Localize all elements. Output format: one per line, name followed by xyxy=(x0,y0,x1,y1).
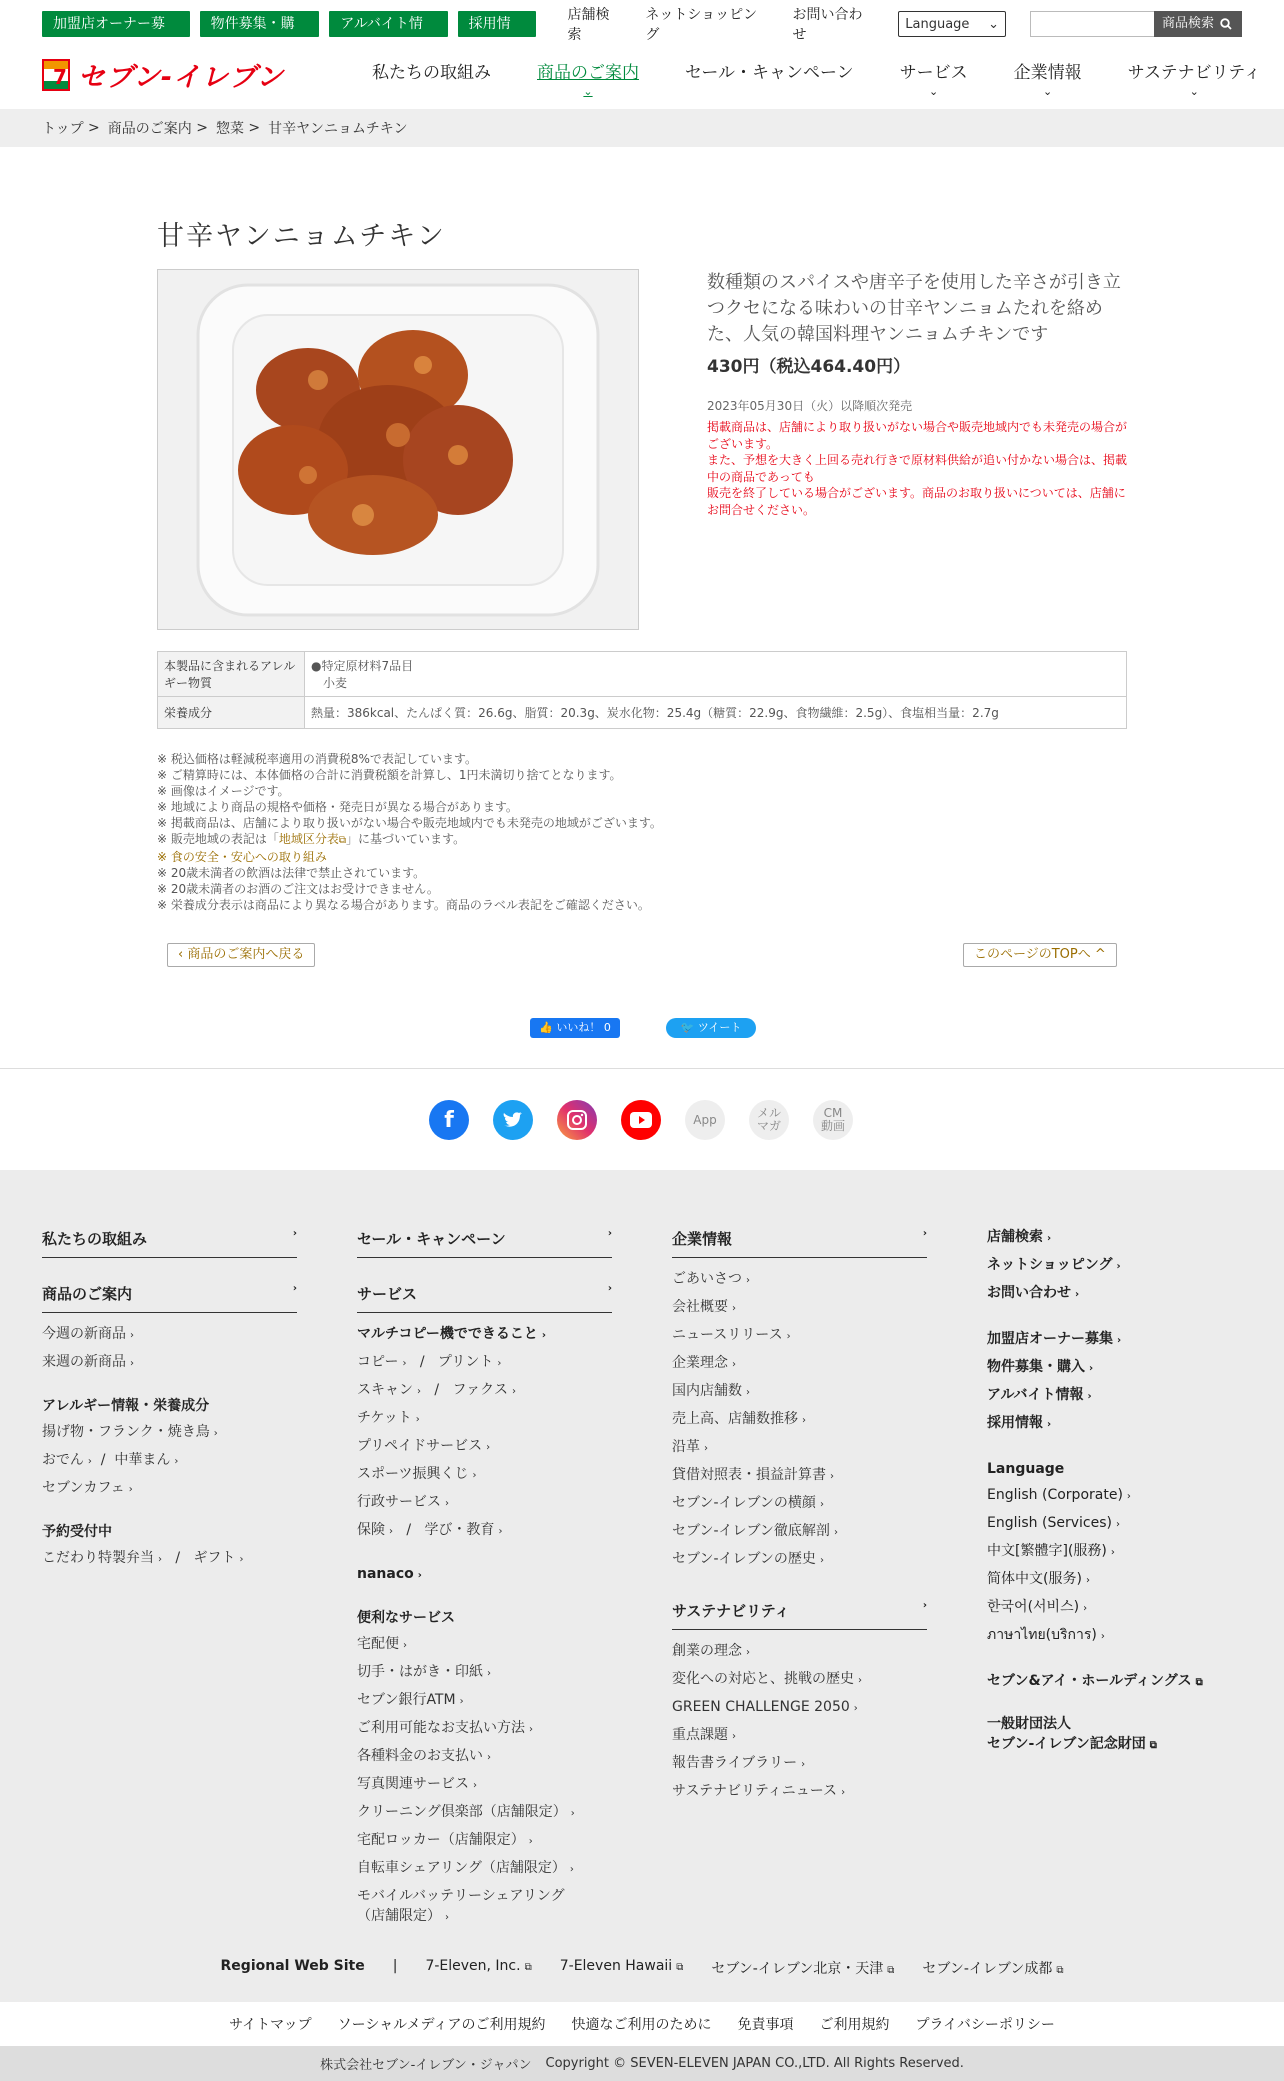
link-label: 行政サービス xyxy=(357,1494,441,1510)
footer-link[interactable]: ごあいさつ › xyxy=(672,1271,750,1287)
footnote: ※ 地域により商品の規格や価格・発売日が異なる場合があります。 xyxy=(157,800,518,814)
like-label: いいね！ 0 xyxy=(556,1021,611,1034)
footer-campaigns-link[interactable]: セール・キャンペーン › xyxy=(357,1228,612,1258)
footer-link-pair: 保険 › / 学び・教育 › xyxy=(357,1522,503,1538)
company-name: 株式会社セブン-イレブン・ジャパン xyxy=(320,2058,532,2073)
link-label: （店舗限定） xyxy=(357,1908,441,1924)
allergy-value xyxy=(305,652,1127,697)
nav-label: セール・キャンペーン xyxy=(685,63,854,83)
allergy-item: 小麦 xyxy=(323,676,348,690)
site-links-bar xyxy=(0,2002,1284,2046)
parttime-button[interactable]: アルバイト情報 xyxy=(329,11,447,37)
nav-campaigns[interactable] xyxy=(685,58,854,97)
link-label: ギフト xyxy=(193,1550,236,1566)
footer-link[interactable]: プリント › xyxy=(437,1354,502,1370)
social-terms-link[interactable]: ソーシャルメディアのご利用規約 xyxy=(337,2017,546,2033)
footer-subheading[interactable]: 予約受付中 xyxy=(42,1524,112,1540)
link-label: 中文[繁體字](服務) xyxy=(987,1543,1107,1559)
search-input[interactable] xyxy=(1030,11,1154,37)
link-label: プリント xyxy=(437,1354,494,1370)
regional-link[interactable] xyxy=(560,1958,684,1978)
footer-link[interactable]: 揚げ物・フランク・焼き鳥 › xyxy=(42,1424,218,1440)
link-label: ごあいさつ xyxy=(672,1271,742,1287)
footer-link[interactable]: English (Corporate) › xyxy=(987,1487,1131,1503)
notice-line: 販売を終了している場合がございます。商品のお取り扱いについては、店舗にお問合せください。 xyxy=(707,486,1126,517)
link-label: 7-Eleven Hawaii xyxy=(559,1958,673,1974)
footer-link[interactable]: 採用情報 › xyxy=(987,1415,1052,1431)
footer-title: サステナビリティ xyxy=(672,1602,790,1620)
link-label: アルバイト情報 xyxy=(987,1387,1084,1403)
link-label: GREEN CHALLENGE 2050 xyxy=(672,1699,850,1715)
footer-list xyxy=(357,1321,612,1928)
mail-label: マガ xyxy=(756,1119,781,1133)
link-label: 採用情報 xyxy=(987,1415,1043,1431)
footer-link[interactable]: 創業の理念 › xyxy=(672,1643,750,1659)
link-label: セブン-イレブンの歴史 xyxy=(672,1551,816,1567)
footer-link[interactable]: モバイルバッテリーシェアリング （店舗限定） › xyxy=(357,1888,565,1924)
footer-nanaco-link[interactable]: nanaco › xyxy=(357,1566,422,1582)
link-label: 自転車シェアリング（店舗限定） xyxy=(357,1860,566,1876)
allergy-label: 本製品に含まれるアレルギー物質 xyxy=(158,652,305,697)
link-label: マルチコピー機でできること xyxy=(357,1326,538,1342)
link-label: ファクス xyxy=(452,1382,509,1398)
link-label: セブンカフェ xyxy=(42,1480,125,1496)
footer-link[interactable]: セブン-イレブンの歴史 › xyxy=(672,1551,824,1567)
link-label: 変化への対応と、挑戦の歴史 xyxy=(672,1671,854,1687)
footer-link-pair: スキャン › / ファクス › xyxy=(357,1382,517,1398)
footer-link[interactable]: 切手・はがき・印紙 › xyxy=(357,1664,491,1680)
table-row xyxy=(158,697,1127,729)
footnote-text: 」に基づいています。 xyxy=(346,832,466,846)
footer-title: 私たちの取組み xyxy=(42,1230,148,1248)
link-label: ภาษาไทย(บริการ) xyxy=(987,1627,1097,1643)
product-price: 430円（税込464.40円） xyxy=(707,357,911,377)
footnote: ※ 20歳未満者のお酒のご注文はお受けできません。 xyxy=(157,882,439,896)
breadcrumb-separator: > xyxy=(243,120,261,136)
product-search xyxy=(1030,11,1242,37)
link-label: 揚げ物・フランク・焼き鳥 xyxy=(42,1424,210,1440)
disclaimer-link[interactable]: 免責事項 xyxy=(737,2017,794,2033)
footer-link[interactable]: 自転車シェアリング（店舗限定） › xyxy=(357,1860,574,1876)
product-info-table xyxy=(157,651,1127,729)
regional-sites xyxy=(0,1958,1284,1978)
footer-link[interactable]: 行政サービス › xyxy=(357,1494,449,1510)
footer-link[interactable]: 沿革 › xyxy=(672,1439,708,1455)
nav-label: 私たちの取組み xyxy=(372,63,491,83)
footer xyxy=(0,1170,1284,2002)
link-label: ネットショッピング xyxy=(987,1257,1113,1273)
footer-col-1 xyxy=(42,1228,297,1573)
link-label: 切手・はがき・印紙 xyxy=(357,1664,483,1680)
seven-eleven-logo[interactable] xyxy=(42,55,284,94)
footer-subheading[interactable]: マルチコピー機でできること › xyxy=(357,1326,547,1342)
footer-initiatives-link[interactable] xyxy=(42,1228,297,1258)
link-label: サステナビリティニュース xyxy=(672,1783,838,1799)
footer-list xyxy=(672,1266,927,1574)
global-nav xyxy=(372,58,1261,97)
allergy-heading: ●特定原材料7品目 xyxy=(311,659,414,673)
language-label: Language xyxy=(905,16,970,32)
copyright-text: Copyright © SEVEN-ELEVEN JAPAN CO.,LTD. All Rights Reserved. xyxy=(545,2056,964,2071)
external-link-icon: ⧉ xyxy=(676,1962,684,1973)
external-link-icon: ⧉ xyxy=(1195,1677,1203,1688)
footer-services-link[interactable]: サービス › xyxy=(357,1283,612,1313)
footer-link[interactable]: 変化への対応と、挑戦の歴史 › xyxy=(672,1671,862,1687)
link-label: 国内店舗数 xyxy=(672,1383,742,1399)
breadcrumb-products[interactable]: 商品のご案内 xyxy=(107,121,192,137)
footer-link[interactable]: 保険 › xyxy=(357,1522,393,1538)
footer-sustainability-link[interactable]: サステナビリティ › xyxy=(672,1600,927,1630)
property-button[interactable]: 物件募集・購入 xyxy=(200,11,320,37)
link-label: 会社概要 xyxy=(672,1299,728,1315)
footer-link[interactable]: 写真関連サービス › xyxy=(357,1776,477,1792)
nav-label: サステナビリティ xyxy=(1127,63,1261,83)
tweet-button[interactable] xyxy=(666,1018,756,1038)
link-label: セブン-イレブンの横顔 xyxy=(672,1495,816,1511)
footer-title: セール・キャンペーン xyxy=(357,1230,506,1248)
footer-link[interactable]: 学び・教育 › xyxy=(424,1522,503,1538)
footer-link[interactable]: 国内店舗数 › xyxy=(672,1383,750,1399)
footer-link[interactable]: 会社概要 › xyxy=(672,1299,736,1315)
notice-line: 掲載商品は、店舗により取り扱いがない場合や販売地域内でも未発売の場合がございます。 xyxy=(707,420,1128,451)
facebook-like-button[interactable] xyxy=(530,1018,620,1038)
footer-link[interactable]: GREEN CHALLENGE 2050 › xyxy=(672,1699,858,1715)
regional-link[interactable] xyxy=(711,1958,894,1978)
footer-link[interactable]: コピー › xyxy=(357,1354,407,1370)
chevron-left-icon: ‹ xyxy=(178,947,188,962)
footer-link[interactable]: スポーツ振興くじ › xyxy=(357,1466,477,1482)
link-label: 宅配便 xyxy=(357,1636,399,1652)
app-icon[interactable]: App xyxy=(685,1100,725,1140)
footnote: ※ 税込価格は軽減税率適用の消費税8%で表記しています。 xyxy=(157,752,477,766)
external-window-icon: ⧉ xyxy=(338,835,347,846)
link-label: 今週の新商品 xyxy=(42,1326,126,1342)
footer-title: 企業情報 xyxy=(672,1230,733,1248)
footer-link[interactable]: 報告書ライブラリー › xyxy=(672,1755,806,1771)
external-link-icon: ⧉ xyxy=(1149,1740,1157,1751)
chevron-right-icon: › xyxy=(292,1283,297,1294)
link-label: セブン-イレブン徹底解剖 xyxy=(672,1523,830,1539)
footer-link[interactable]: 加盟店オーナー募集 › xyxy=(987,1331,1122,1347)
nutrition-value: 熱量：386kcal、たんぱく質：26.6g、脂質：20.3g、炭水化物：25.4g（糖質：22.9g、食物繊維：2.5g）、食塩相当量：2.7g xyxy=(305,697,1127,729)
footer-link[interactable]: ファクス › xyxy=(452,1382,517,1398)
footer-subheading[interactable]: 便利なサービス xyxy=(357,1610,455,1626)
link-label: チケット xyxy=(357,1410,412,1426)
footer-link-pair xyxy=(42,1447,297,1475)
chevron-down-icon: ⌄ xyxy=(988,16,1000,32)
footer-col-2 xyxy=(357,1228,612,1928)
footer-link[interactable]: チケット › xyxy=(357,1410,420,1426)
footnote-text: ※ 販売地域の表記は「 xyxy=(157,832,279,846)
link-label: スキャン xyxy=(357,1382,413,1398)
footer-link[interactable]: 物件募集・購入 › xyxy=(987,1359,1094,1375)
footer-link[interactable]: 重点課題 › xyxy=(672,1727,736,1743)
nav-products[interactable] xyxy=(537,58,639,97)
footnote: ※ 20歳未満者の飲酒は法律で禁止されています。 xyxy=(157,866,426,880)
search-icon xyxy=(1220,18,1232,30)
search-button-label: 商品検索 xyxy=(1162,16,1215,31)
footer-link[interactable]: おでん › xyxy=(42,1452,92,1468)
usage-guide-link[interactable]: 快適なご利用のために xyxy=(571,2017,712,2033)
footer-link[interactable]: 売上高、店舗数推移 › xyxy=(672,1411,806,1427)
link-label: 創業の理念 xyxy=(672,1643,742,1659)
facebook-icon[interactable]: f xyxy=(429,1100,469,1140)
link-label: 貸借対照表・損益計算書 xyxy=(672,1467,826,1483)
nav-sustainability[interactable] xyxy=(1128,58,1261,97)
nav-corporate[interactable] xyxy=(1014,58,1082,97)
link-label: コピー xyxy=(357,1354,399,1370)
link-label: 宅配ロッカー（店舗限定） xyxy=(357,1832,525,1848)
link-label: 写真関連サービス xyxy=(357,1776,469,1792)
link-label: 学び・教育 xyxy=(424,1522,495,1538)
contact-link[interactable]: お問い合わせ xyxy=(792,7,863,43)
nav-label: 企業情報 xyxy=(1013,63,1082,83)
external-link-icon: ⧉ xyxy=(887,1965,895,1976)
external-link-icon: ⧉ xyxy=(524,1962,532,1973)
footnote: ※ ご精算時には、本体価格の合計に消費税額を計算し、1円未満切り捨てとなります。 xyxy=(157,768,622,782)
language-heading: Language xyxy=(987,1461,1065,1477)
footer-title: 商品のご案内 xyxy=(42,1285,133,1303)
footer-col-4 xyxy=(987,1224,1203,1756)
link-label: クリーニング倶楽部（店舗限定） xyxy=(357,1804,567,1820)
chevron-down-icon: ⌄ xyxy=(929,85,939,98)
link-label: プリペイドサービス xyxy=(357,1438,483,1454)
footer-link[interactable]: 한국어(서비스) › xyxy=(987,1599,1088,1615)
page-top-button[interactable] xyxy=(963,943,1117,967)
link-label: 加盟店オーナー募集 xyxy=(987,1331,1113,1347)
top-label: このページのTOPへ xyxy=(974,947,1091,962)
footnote: ※ 栄養成分表示は商品により異なる場合があります。商品のラベル表記をご確認ください。 xyxy=(157,898,650,912)
footer-link[interactable]: 貸借対照表・損益計算書 › xyxy=(672,1467,834,1483)
link-label: 報告書ライブラリー xyxy=(672,1755,798,1771)
back-to-products-button[interactable] xyxy=(167,943,315,967)
link-label: English (Corporate) xyxy=(987,1487,1123,1503)
footer-link[interactable]: English (Services) › xyxy=(987,1515,1120,1531)
release-date: 2023年05月30日（火）以降順次発売 xyxy=(707,399,913,413)
link-label: お問い合わせ xyxy=(987,1285,1071,1301)
footer-link[interactable]: 宅配ロッカー（店舗限定） › xyxy=(357,1832,533,1848)
foundation-link[interactable] xyxy=(987,1714,1203,1756)
link-label: 保険 xyxy=(357,1522,385,1538)
slash-divider: / xyxy=(175,1550,181,1566)
table-row xyxy=(158,652,1127,697)
footer-link-pair: コピー › / プリント › xyxy=(357,1354,502,1370)
thumbs-up-icon: 👍 xyxy=(539,1021,557,1034)
link-label: 7-Eleven, Inc. xyxy=(425,1958,521,1974)
link-label: ニュースリリース xyxy=(672,1327,783,1343)
footer-link[interactable]: 今週の新商品 › xyxy=(42,1326,134,1342)
link-label: こだわり特製弁当 xyxy=(42,1550,154,1566)
cm-label: CM xyxy=(823,1106,843,1120)
logo-text: セブン-イレブン xyxy=(78,62,285,93)
footer-link[interactable]: 企業理念 › xyxy=(672,1355,736,1371)
link-label: スポーツ振興くじ xyxy=(357,1466,469,1482)
footer-link[interactable]: セブン銀行ATM › xyxy=(357,1692,464,1708)
link-label: 沿革 xyxy=(672,1439,700,1455)
breadcrumb-top[interactable]: トップ xyxy=(42,121,84,137)
product-image xyxy=(157,269,639,630)
footer-link[interactable]: ภาษาไทย(บริการ) › xyxy=(987,1627,1105,1643)
footnote: ※ 画像はイメージです。 xyxy=(157,784,290,798)
link-label: nanaco xyxy=(357,1566,414,1582)
footer-list xyxy=(672,1638,927,1806)
link-label: 物件募集・購入 xyxy=(987,1359,1085,1375)
breadcrumb-current: 甘辛ヤンニョムチキン xyxy=(268,121,408,137)
link-label: 店舗検索 xyxy=(987,1229,1043,1245)
link-label: 来週の新商品 xyxy=(42,1354,126,1370)
nutrition-label: 栄養成分 xyxy=(158,697,305,729)
chevron-down-icon: ⌄ xyxy=(583,85,593,98)
footnote: ※ 掲載商品は、店舗により取り扱いがない場合や販売地域内でも未発売の地域がございます。 xyxy=(157,816,662,830)
divider-bar: | xyxy=(392,1958,398,1974)
footer-link[interactable]: セブン-イレブンの横顔 › xyxy=(672,1495,824,1511)
recruit-button[interactable]: 採用情報 xyxy=(458,11,536,37)
region-table-link[interactable]: 地域区分表 xyxy=(278,832,339,846)
footer-link[interactable]: 来週の新商品 › xyxy=(42,1354,134,1370)
footer-corporate-link[interactable]: 企業情報 › xyxy=(672,1228,927,1258)
nav-services[interactable] xyxy=(900,58,968,97)
breadcrumb-deli[interactable]: 惣菜 xyxy=(215,121,244,137)
footer-link[interactable]: ネットショッピング › xyxy=(987,1257,1121,1273)
link-label: 各種料金のお支払い xyxy=(357,1748,483,1764)
nav-label: 商品のご案内 xyxy=(537,63,639,83)
footer-link[interactable]: アルバイト情報 › xyxy=(987,1387,1092,1403)
link-label: セブン-イレブン北京・天津 xyxy=(711,1961,884,1977)
sitemap-link[interactable]: サイトマップ xyxy=(229,2017,312,2033)
cm-video-icon[interactable] xyxy=(813,1100,853,1140)
footer-title: サービス xyxy=(357,1285,418,1303)
chevron-up-icon: ^ xyxy=(1090,947,1106,962)
footer-link[interactable]: 简体中文(服务) › xyxy=(987,1571,1090,1587)
chevron-down-icon: ⌄ xyxy=(1189,85,1199,98)
footer-link[interactable]: 中華まん › xyxy=(114,1452,179,1468)
footer-link[interactable]: お問い合わせ › xyxy=(987,1285,1080,1301)
external-link-icon: ⧉ xyxy=(1056,1965,1064,1976)
availability-notice xyxy=(707,419,1127,518)
product-photo xyxy=(158,270,639,630)
chevron-right-icon: › xyxy=(292,1228,297,1239)
footer-subheading[interactable]: アレルギー情報・栄養成分 xyxy=(42,1398,210,1414)
link-label: 中華まん xyxy=(114,1452,171,1468)
mail-label: メル xyxy=(756,1106,781,1120)
footnote xyxy=(157,831,662,849)
store-search-link[interactable]: 店舗検索 xyxy=(567,7,610,43)
link-label: おでん xyxy=(42,1452,84,1468)
product-search-button[interactable] xyxy=(1154,11,1242,37)
product-description: 数種類のスパイスや唐辛子を使用した辛さが引き立つクセになる味わいの甘辛ヤンニョムたれを絡めた、人気の韓国料理ヤンニョムチキンです xyxy=(707,272,1121,345)
privacy-link[interactable]: プライバシーポリシー xyxy=(915,2017,1055,2033)
language-select[interactable] xyxy=(898,11,1006,37)
copyright xyxy=(0,2046,1284,2081)
footer-link[interactable]: セブン-イレブン徹底解剖 › xyxy=(672,1523,838,1539)
owner-recruit-button[interactable]: 加盟店オーナー募集 xyxy=(42,11,190,37)
slash-divider: / xyxy=(100,1452,106,1468)
link-label: セブン-イレブン記念財団 xyxy=(987,1736,1146,1752)
regional-link[interactable] xyxy=(922,1958,1063,1978)
footer-link[interactable]: セブンカフェ › xyxy=(42,1480,133,1496)
footer-link[interactable]: サステナビリティニュース › xyxy=(672,1783,846,1799)
divider xyxy=(0,1068,1284,1069)
footnotes xyxy=(157,751,662,913)
footer-link[interactable]: ご利用可能なお支払い方法 › xyxy=(357,1720,533,1736)
breadcrumb xyxy=(0,109,1284,147)
back-label: 商品のご案内へ戻る xyxy=(187,947,305,962)
nav-label: サービス xyxy=(899,63,968,83)
footer-products-link[interactable] xyxy=(42,1283,297,1313)
footer-link[interactable]: スキャン › xyxy=(357,1382,421,1398)
mail-magazine-icon[interactable] xyxy=(749,1100,789,1140)
notice-line: また、予想を大きく上回る売れ行きで原材料供給が追い付かない場合は、掲載中の商品であっても xyxy=(707,453,1128,484)
link-label: 売上高、店舗数推移 xyxy=(672,1411,798,1427)
holdings-link[interactable] xyxy=(987,1668,1203,1696)
link-label: セブン-イレブン成都 xyxy=(922,1961,1053,1977)
twitter-icon[interactable] xyxy=(493,1100,533,1140)
link-label: English (Services) xyxy=(987,1515,1112,1531)
footer-link[interactable]: 宅配便 › xyxy=(357,1636,407,1652)
sns-links xyxy=(429,1100,853,1140)
footer-link[interactable]: 店舗検索 › xyxy=(987,1229,1052,1245)
footer-link[interactable]: ギフト › xyxy=(193,1550,244,1566)
chevron-down-icon: ⌄ xyxy=(1043,85,1053,98)
breadcrumb-separator: > xyxy=(191,120,208,136)
footer-list xyxy=(42,1321,297,1573)
footer-link[interactable]: こだわり特製弁当 › xyxy=(42,1550,162,1566)
link-label: 企業理念 xyxy=(672,1355,728,1371)
instagram-icon[interactable] xyxy=(557,1100,597,1140)
youtube-icon[interactable] xyxy=(621,1100,661,1140)
footer-link[interactable]: ニュースリリース › xyxy=(672,1327,791,1343)
footer-link[interactable]: プリペイドサービス › xyxy=(357,1438,491,1454)
link-label: ご利用可能なお支払い方法 xyxy=(357,1720,525,1736)
cm-label: 動画 xyxy=(820,1119,845,1133)
link-label: 简体中文(服务) xyxy=(987,1571,1082,1587)
link-label: セブン銀行ATM xyxy=(357,1692,456,1708)
breadcrumb-separator: > xyxy=(83,120,100,136)
footer-col-3 xyxy=(672,1228,927,1806)
link-label: モバイルバッテリーシェアリング xyxy=(357,1888,565,1904)
tweet-label: ツイート xyxy=(697,1021,742,1034)
utility-bar xyxy=(42,7,1242,58)
link-label: セブン&アイ・ホールディングス xyxy=(987,1673,1192,1689)
footer-link[interactable]: クリーニング倶楽部（店舗限定） › xyxy=(357,1804,575,1820)
footer-link[interactable]: 各種料金のお支払い › xyxy=(357,1748,491,1764)
link-label: 重点課題 xyxy=(672,1727,728,1743)
food-safety-link[interactable]: ※ 食の安全・安心への取り組み xyxy=(157,850,327,864)
logo-mark-icon: 7 xyxy=(42,59,70,91)
footer-link[interactable]: 中文[繁體字](服務) › xyxy=(987,1543,1115,1559)
regional-link[interactable] xyxy=(425,1958,531,1978)
link-label: 한국어(서비스) xyxy=(987,1599,1080,1615)
net-shopping-link[interactable]: ネットショッピング xyxy=(645,7,758,43)
twitter-bird-icon: 🐦 xyxy=(680,1021,698,1034)
footer-link-pair xyxy=(42,1545,297,1573)
page-title: 甘辛ヤンニョムチキン xyxy=(157,221,446,252)
terms-link[interactable]: ご利用規約 xyxy=(819,2017,890,2033)
link-label: 一般財団法人 xyxy=(987,1716,1071,1732)
nav-initiatives[interactable] xyxy=(372,58,491,97)
regional-label: Regional Web Site xyxy=(220,1958,365,1974)
